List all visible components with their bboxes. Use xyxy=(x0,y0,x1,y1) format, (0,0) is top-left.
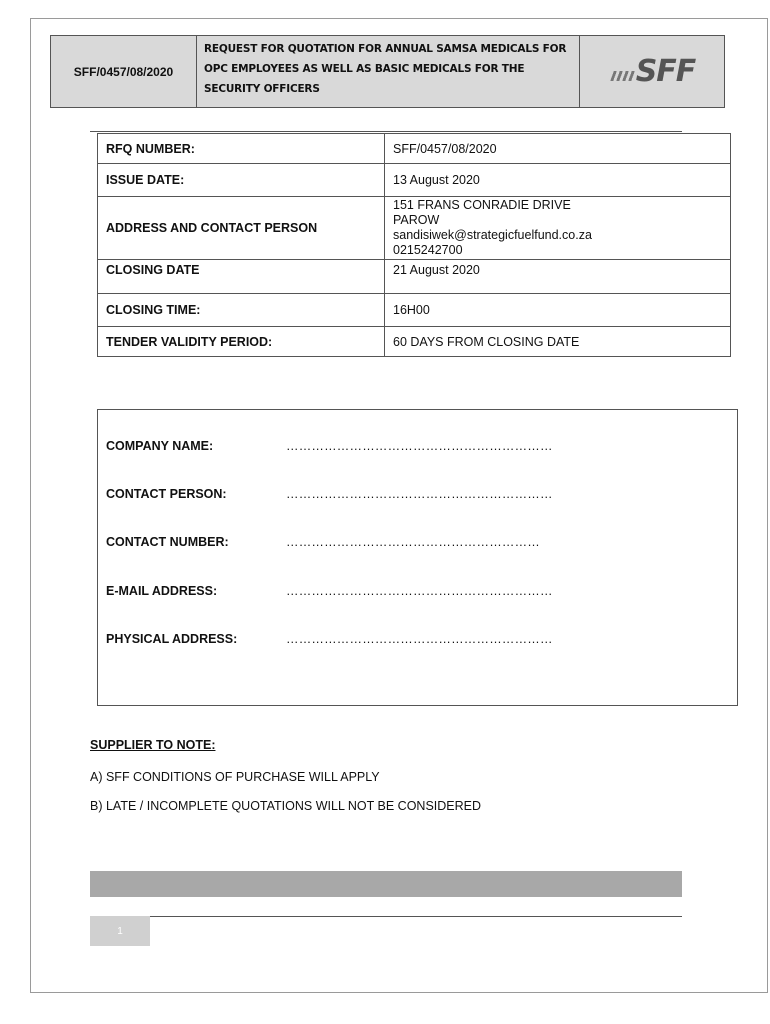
table-row xyxy=(98,134,731,164)
header-title-line: REQUEST FOR QUOTATION FOR ANNUAL SAMSA MEDICALS FOR xyxy=(204,43,567,55)
row-value: 13 August 2020 xyxy=(385,164,731,197)
row-value: 16H00 xyxy=(385,294,731,327)
contact-person-field[interactable]: ……………………………………………………… xyxy=(286,487,553,501)
row-label: CLOSING DATE xyxy=(98,260,385,294)
table-row xyxy=(98,260,731,294)
physical-address-field[interactable]: ……………………………………………………… xyxy=(286,632,553,646)
field-label: COMPANY NAME: xyxy=(106,439,214,453)
contact-number-field[interactable]: …………………………………………………… xyxy=(286,535,540,549)
field-label: E-MAIL ADDRESS: xyxy=(106,584,218,598)
row-value: SFF/0457/08/2020 xyxy=(385,134,731,164)
table-row xyxy=(98,164,731,197)
row-value: 21 August 2020 xyxy=(385,260,731,294)
field-label: CONTACT NUMBER: xyxy=(106,535,229,549)
company-details-box xyxy=(97,409,738,706)
header-reference: SFF/0457/08/2020 xyxy=(51,36,197,107)
table-row xyxy=(98,197,731,260)
supplier-note-heading: SUPPLIER TO NOTE: xyxy=(90,738,216,752)
phone-number: 0215242700 xyxy=(393,243,463,257)
field-label: CONTACT PERSON: xyxy=(106,487,227,501)
row-value xyxy=(385,197,731,260)
note-item: B) LATE / INCOMPLETE QUOTATIONS WILL NOT BE CONSIDERED xyxy=(90,799,482,813)
footer-bar xyxy=(90,871,682,897)
header-title-line: SECURITY OFFICERS xyxy=(204,83,320,95)
row-label: TENDER VALIDITY PERIOD: xyxy=(98,327,385,357)
row-label: CLOSING TIME: xyxy=(98,294,385,327)
logo-stripes-icon xyxy=(610,71,636,81)
footer-divider xyxy=(150,916,682,917)
field-label: PHYSICAL ADDRESS: xyxy=(106,632,238,646)
table-row xyxy=(98,294,731,327)
email-address-field[interactable]: ……………………………………………………… xyxy=(286,584,553,598)
company-name-field[interactable]: ……………………………………………………… xyxy=(286,439,553,453)
address-line: 151 FRANS CONRADIE DRIVE xyxy=(393,198,571,212)
row-label: ADDRESS AND CONTACT PERSON xyxy=(98,197,385,260)
email-address: sandisiwek@strategicfuelfund.co.za xyxy=(393,228,592,242)
row-label: RFQ NUMBER: xyxy=(98,134,385,164)
header-title-line: OPC EMPLOYEES AS WELL AS BASIC MEDICALS FOR THE xyxy=(204,63,525,75)
header-block xyxy=(50,35,725,108)
sff-logo xyxy=(579,36,727,107)
divider xyxy=(90,131,682,132)
logo-text: SFF xyxy=(635,54,696,89)
page-number: 1 xyxy=(90,916,150,946)
row-label: ISSUE DATE: xyxy=(98,164,385,197)
header-title xyxy=(204,39,579,99)
address-line: PAROW xyxy=(393,213,440,227)
rfq-details-table xyxy=(97,133,731,357)
row-value: 60 DAYS FROM CLOSING DATE xyxy=(385,327,731,357)
note-item: A) SFF CONDITIONS OF PURCHASE WILL APPLY xyxy=(90,770,380,784)
table-row xyxy=(98,327,731,357)
